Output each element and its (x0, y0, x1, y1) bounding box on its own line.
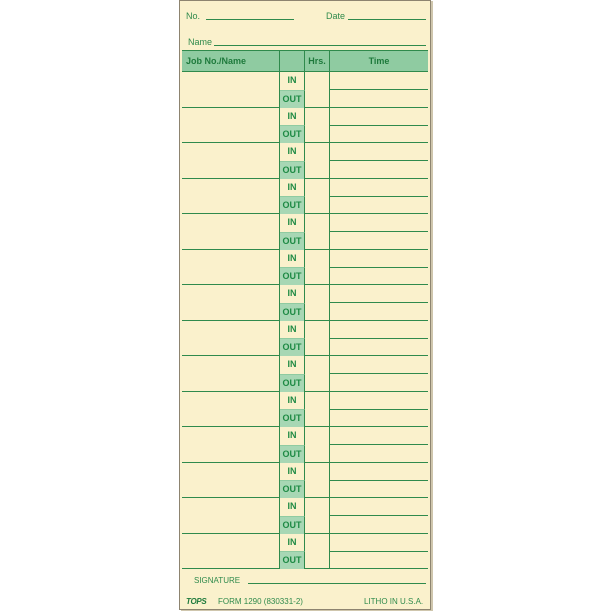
signature-field[interactable] (248, 583, 426, 584)
in-label: IN (280, 143, 305, 161)
time-divider (330, 302, 428, 303)
hrs-cell[interactable] (305, 214, 330, 249)
time-entry-row (182, 392, 428, 428)
in-label: IN (280, 356, 305, 374)
time-divider (330, 515, 428, 516)
time-cell[interactable] (330, 179, 428, 214)
time-divider (330, 89, 428, 90)
column-header-blank (280, 51, 305, 71)
hrs-cell[interactable] (305, 143, 330, 178)
hrs-cell[interactable] (305, 427, 330, 462)
name-field[interactable] (214, 45, 426, 46)
time-entry-row (182, 534, 428, 570)
in-label: IN (280, 250, 305, 268)
job-name-cell[interactable] (182, 392, 280, 427)
time-entry-row (182, 321, 428, 357)
column-header-time: Time (368, 56, 390, 66)
time-divider (330, 409, 428, 410)
hrs-cell[interactable] (305, 498, 330, 533)
hrs-cell[interactable] (305, 179, 330, 214)
job-name-cell[interactable] (182, 321, 280, 356)
job-name-cell[interactable] (182, 250, 280, 285)
litho-label: LITHO IN U.S.A. (364, 597, 424, 606)
time-entry-row (182, 463, 428, 499)
in-label: IN (280, 285, 305, 303)
hrs-cell[interactable] (305, 534, 330, 569)
job-name-cell[interactable] (182, 498, 280, 533)
time-cell[interactable] (330, 498, 428, 533)
time-entry-row (182, 250, 428, 286)
time-cell[interactable] (330, 250, 428, 285)
in-label: IN (280, 392, 305, 410)
out-label: OUT (280, 551, 305, 569)
hrs-cell[interactable] (305, 356, 330, 391)
job-name-cell[interactable] (182, 427, 280, 462)
time-divider (330, 551, 428, 552)
out-label: OUT (280, 232, 305, 250)
column-header-row (182, 50, 428, 72)
time-divider (330, 160, 428, 161)
out-label: OUT (280, 374, 305, 392)
time-cell[interactable] (330, 108, 428, 143)
out-label: OUT (280, 267, 305, 285)
hrs-cell[interactable] (305, 72, 330, 107)
job-name-cell[interactable] (182, 108, 280, 143)
in-label: IN (280, 72, 305, 90)
job-name-cell[interactable] (182, 179, 280, 214)
job-name-cell[interactable] (182, 356, 280, 391)
time-cell[interactable] (330, 534, 428, 569)
no-label: No. (186, 11, 201, 21)
hrs-cell[interactable] (305, 285, 330, 320)
date-field[interactable] (348, 19, 426, 20)
in-label: IN (280, 463, 305, 481)
in-label: IN (280, 427, 305, 445)
job-name-cell[interactable] (182, 534, 280, 569)
hrs-cell[interactable] (305, 108, 330, 143)
time-divider (330, 267, 428, 268)
time-entry-row (182, 143, 428, 179)
time-card (179, 0, 431, 610)
time-divider (330, 480, 428, 481)
time-entry-row (182, 427, 428, 463)
in-label: IN (280, 179, 305, 197)
date-label: Date (326, 11, 346, 21)
time-divider (330, 196, 428, 197)
in-label: IN (280, 214, 305, 232)
name-label: Name (188, 37, 213, 47)
entry-rows (182, 72, 428, 568)
out-label: OUT (280, 409, 305, 427)
out-label: OUT (280, 338, 305, 356)
time-divider (330, 338, 428, 339)
form-number: FORM 1290 (830331-2) (218, 597, 303, 606)
out-label: OUT (280, 196, 305, 214)
time-entry-row (182, 72, 428, 108)
hrs-cell[interactable] (305, 463, 330, 498)
in-label: IN (280, 321, 305, 339)
time-divider (330, 231, 428, 232)
time-divider (330, 444, 428, 445)
time-cell[interactable] (330, 285, 428, 320)
time-entry-row (182, 179, 428, 215)
column-header-hrs: Hrs. (305, 51, 330, 71)
hrs-cell[interactable] (305, 392, 330, 427)
time-entry-row (182, 285, 428, 321)
time-cell[interactable] (330, 143, 428, 178)
hrs-cell[interactable] (305, 321, 330, 356)
time-cell[interactable] (330, 427, 428, 462)
time-divider (330, 373, 428, 374)
time-entry-row (182, 214, 428, 250)
time-cell[interactable] (330, 72, 428, 107)
time-cell[interactable] (330, 321, 428, 356)
out-label: OUT (280, 516, 305, 534)
out-label: OUT (280, 90, 305, 108)
out-label: OUT (280, 161, 305, 179)
in-label: IN (280, 534, 305, 552)
time-cell[interactable] (330, 392, 428, 427)
tops-logo: TOPS (186, 597, 207, 606)
time-cell[interactable] (330, 356, 428, 391)
out-label: OUT (280, 480, 305, 498)
time-divider (330, 125, 428, 126)
in-label: IN (280, 498, 305, 516)
time-entry-row (182, 108, 428, 144)
out-label: OUT (280, 445, 305, 463)
job-name-cell[interactable] (182, 285, 280, 320)
out-label: OUT (280, 125, 305, 143)
in-label: IN (280, 108, 305, 126)
signature-label: SIGNATURE (194, 576, 241, 585)
job-name-cell[interactable] (182, 463, 280, 498)
hrs-cell[interactable] (305, 250, 330, 285)
job-name-cell[interactable] (182, 143, 280, 178)
time-entry-row (182, 498, 428, 534)
job-name-cell[interactable] (182, 72, 280, 107)
time-entry-row (182, 356, 428, 392)
out-label: OUT (280, 303, 305, 321)
time-cell[interactable] (330, 463, 428, 498)
column-header-job: Job No./Name (182, 51, 280, 71)
time-cell[interactable] (330, 214, 428, 249)
job-name-cell[interactable] (182, 214, 280, 249)
no-field[interactable] (206, 19, 294, 20)
